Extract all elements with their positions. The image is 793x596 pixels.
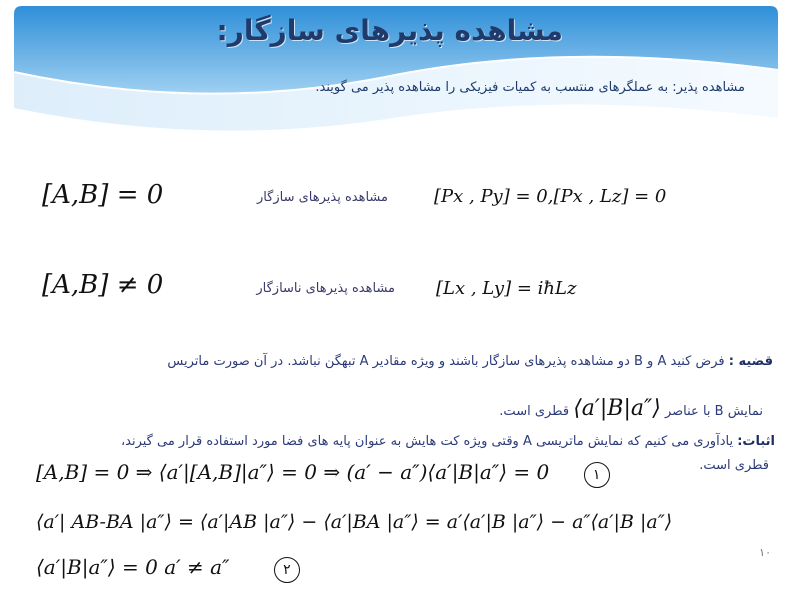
theorem-text: فرض کنید A و B دو مشاهده پذیرهای سازگار باشند و ویژه مقادیر A تبهگن نباشد. در آن صورت ماتریس: [167, 354, 725, 369]
matrix-element-formula: ⟨a′|B|a″⟩: [573, 396, 661, 421]
equation-2: ⟨a′| AB-BA |a″⟩ = ⟨a′|AB |a″⟩ − ⟨a′|BA |a″⟩ = a′⟨a′|B |a″⟩ − a″⟨a′|B |a″⟩: [36, 511, 673, 533]
compatible-observables-label: مشاهده پذیرهای سازگار: [256, 190, 388, 205]
commutator-zero-formula: [A,B] = 0: [42, 180, 164, 210]
momentum-commutator-formula: [Px , Py] = 0,[Px , Lz] = 0: [434, 186, 667, 207]
equation-3-text: ⟨a′|B|a″⟩ = 0 a′ ≠ a″: [36, 555, 230, 579]
commutator-nonzero-formula: [A,B] ≠ 0: [42, 270, 164, 300]
theorem-line2-prefix: نمایش B با عناصر: [664, 404, 763, 419]
theorem-line-1: [167, 354, 773, 369]
proof-text: یادآوری می کنیم که نمایش ماتریسی A وقتی ویژه کت هایش به عنوان پایه های فضا مورد استفاده قرار می گیرند،: [120, 434, 734, 449]
proof-lead: اثبات:: [737, 434, 775, 449]
equation-1-number: ١: [584, 462, 610, 488]
observable-definition: مشاهده پذیر: به عملگرهای منتسب به کمیات فیزیکی را مشاهده پذیر می گویند.: [315, 80, 745, 95]
proof-line-2: قطری است.: [699, 458, 769, 473]
theorem-lead: قضیه :: [728, 354, 773, 369]
equation-1-text: [A,B] = 0 ⇒ ⟨a′|[A,B]|a″⟩ = 0 ⇒ (a′ − a″)⟨a′|B|a″⟩ = 0: [36, 460, 550, 484]
page-number: ۱۰: [759, 546, 771, 559]
incompatible-observables-label: مشاهده پذیرهای ناسازگار: [256, 281, 395, 296]
page-title: مشاهده پذیرهای سازگار:: [216, 14, 563, 47]
angular-momentum-commutator-formula: [Lx , Ly] = iħLz: [436, 278, 577, 299]
proof-line-1: [121, 434, 775, 449]
equation-3-number: ٢: [274, 557, 300, 583]
equation-3: [36, 555, 300, 583]
equation-1: [36, 460, 610, 488]
theorem-line2-suffix: قطری است.: [499, 404, 570, 419]
theorem-line-2: [499, 394, 763, 427]
